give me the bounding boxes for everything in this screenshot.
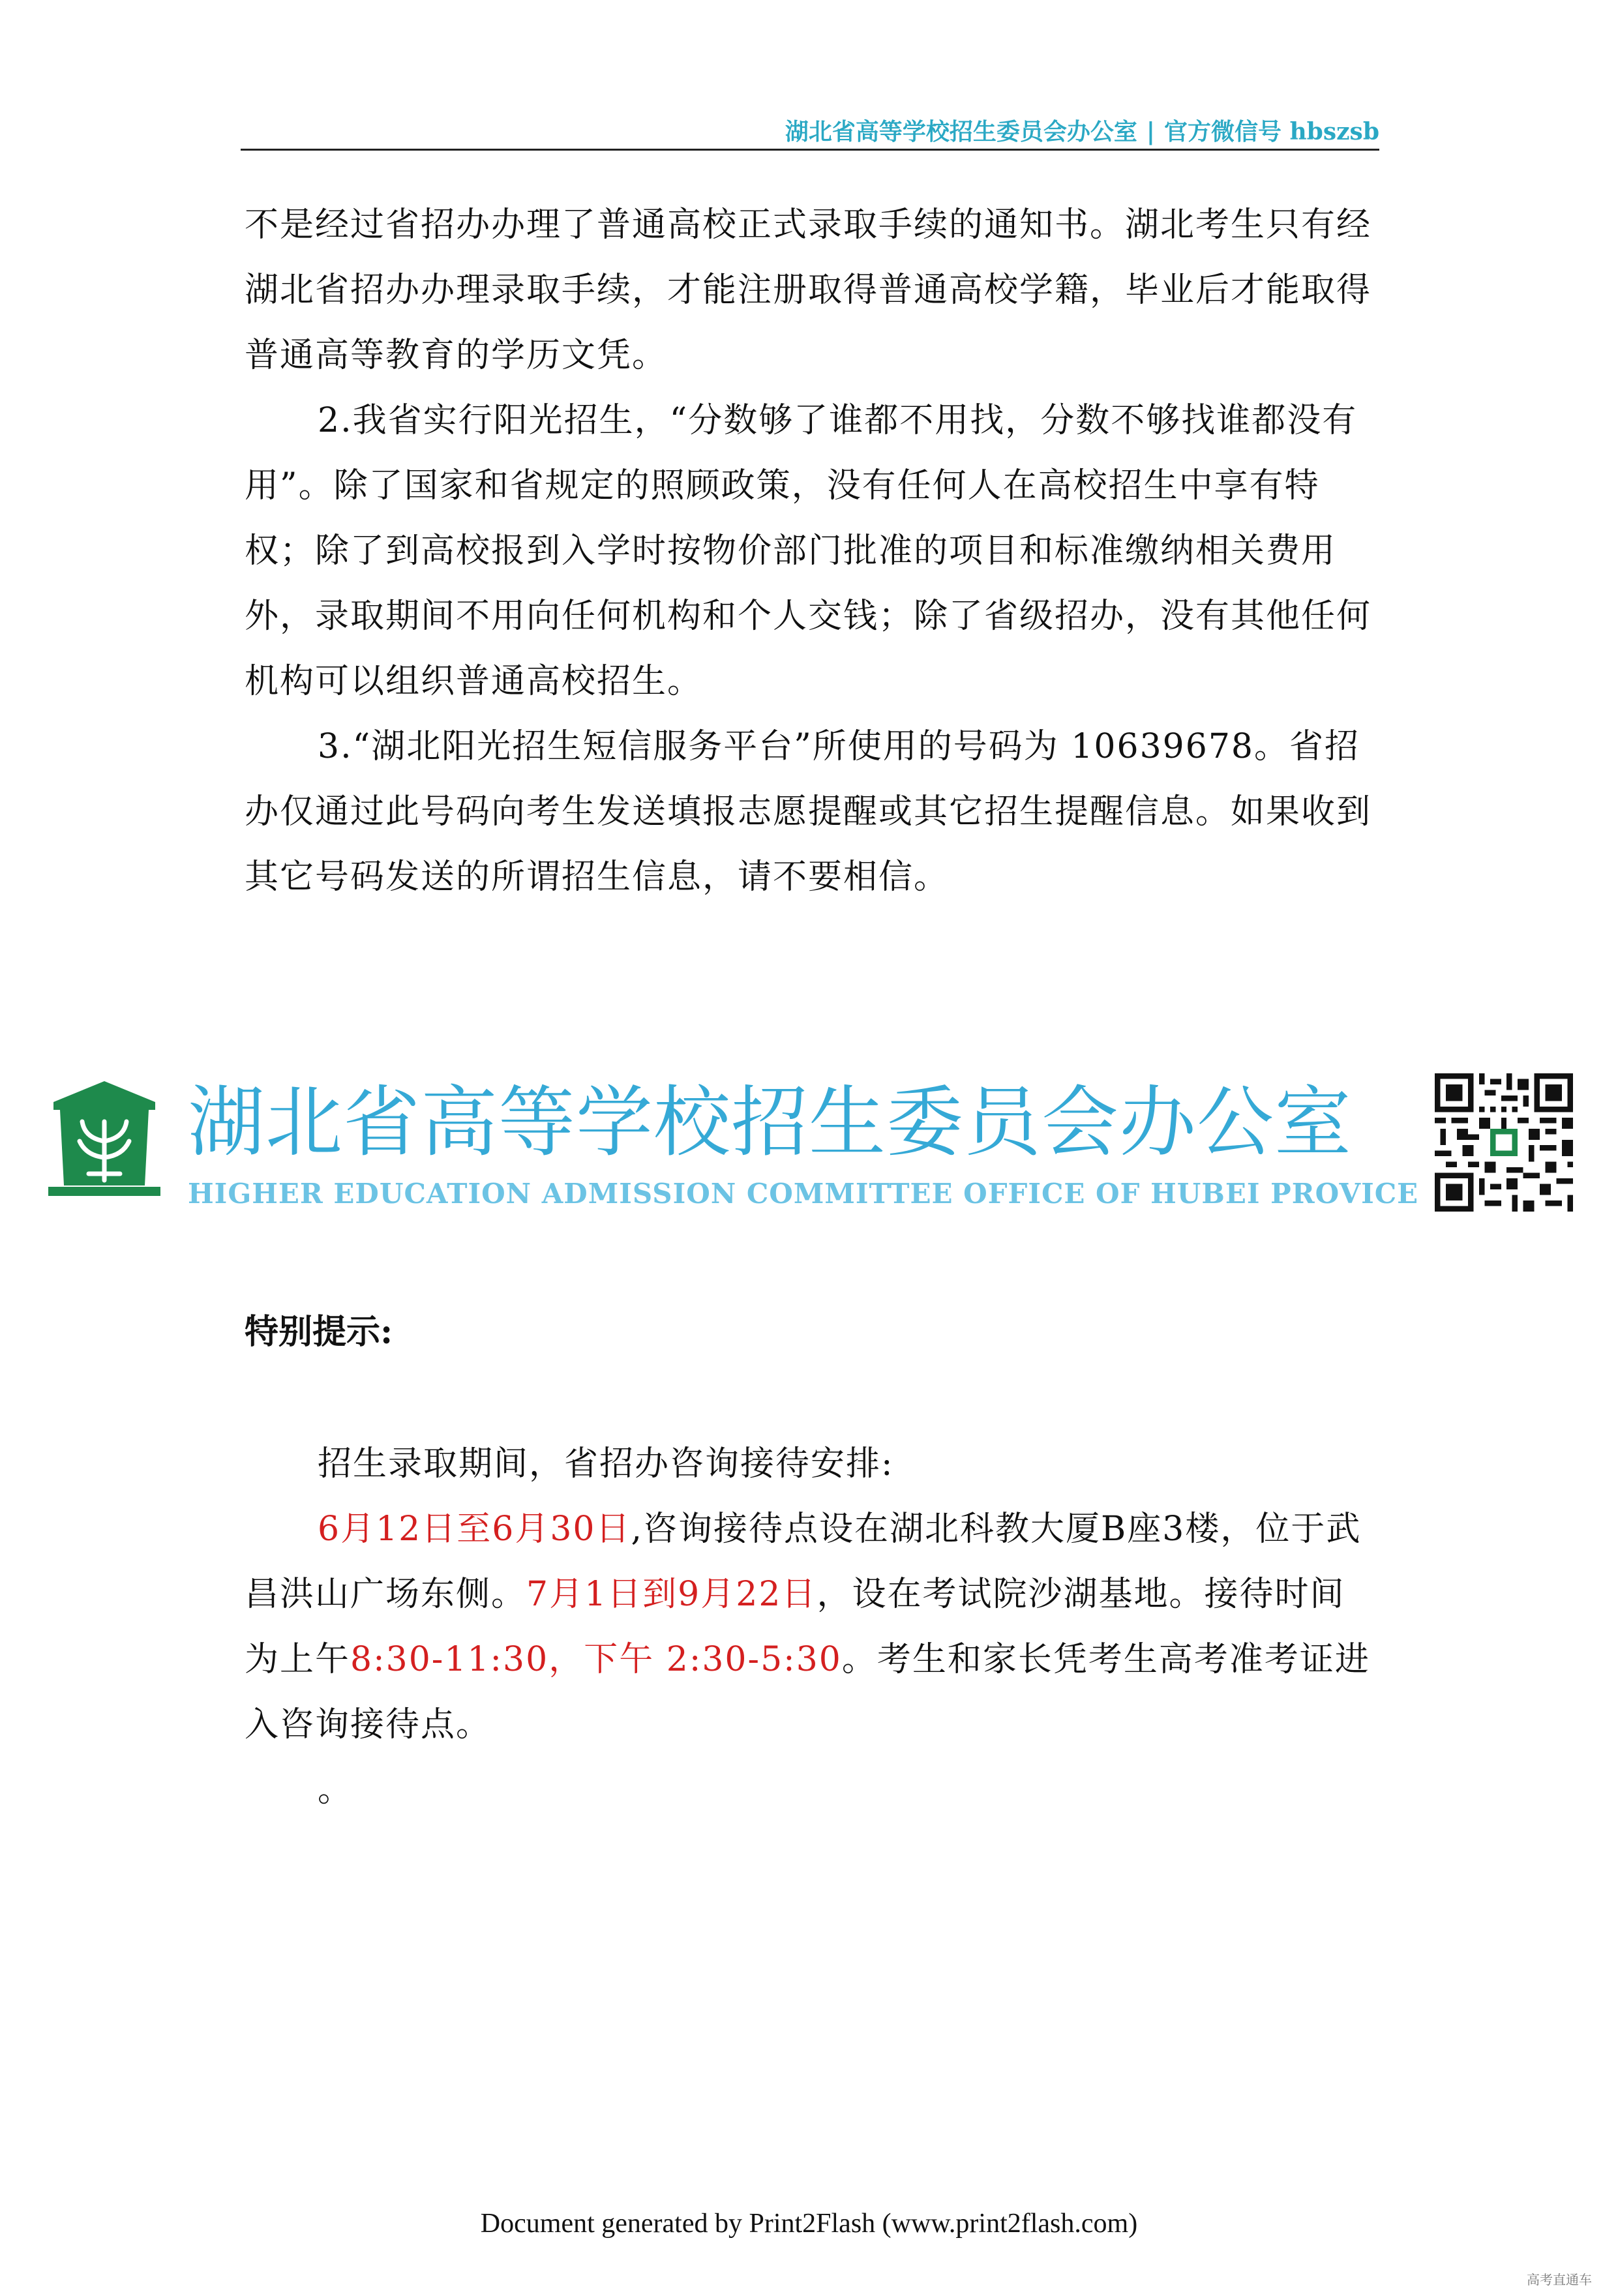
paragraph-item-3: 3.“湖北阳光招生短信服务平台”所使用的号码为 10639678。省招办仅通过此号码向考生发送填报志愿提醒或其它招生提醒信息。如果收到其它号码发送的所谓招生信息，请不要相信。 bbox=[245, 727, 1372, 897]
corner-watermark: 高考直通车 bbox=[1527, 2272, 1592, 2288]
office-banner bbox=[46, 1069, 1578, 1219]
notice-intro: 招生录取期间，省招办咨询接待安排: bbox=[318, 1444, 894, 1483]
notice-trailing-mark: 。 bbox=[318, 1770, 353, 1810]
reception-period-1: 6月12日至6月30日 bbox=[318, 1510, 631, 1549]
header-office-name: 湖北省高等学校招生委员会办公室 bbox=[785, 118, 1137, 145]
page-header bbox=[241, 112, 1379, 151]
special-notice-title: 特别提示: bbox=[245, 1312, 393, 1352]
reception-location-2: ，设在考试院沙湖基地。接待时间为上午 bbox=[245, 1575, 1345, 1679]
document-footer: Document generated by Print2Flash (www.print2flash.com) bbox=[480, 2209, 1138, 2239]
reception-hours: 8:30-11:30，下午 2:30-5:30 bbox=[350, 1640, 842, 1679]
reception-period-2: 7月1日到9月22日 bbox=[526, 1575, 817, 1614]
top-paragraphs bbox=[245, 192, 1373, 910]
paragraph-item-2: 2.我省实行阳光招生，“分数够了谁都不用找，分数不够找谁都没有用”。除了国家和省规定的照顾政策，没有任何人在高校招生中享有特权；除了到高校报到入学时按物价部门批准的项目和标准缴纳相关费用外，录取期间不用向任何机构和个人交钱；除了省级招办，没有其他任何机构可以组织普通高校招生。 bbox=[245, 401, 1372, 701]
header-wechat-id: 官方微信号 hbszsb bbox=[1163, 118, 1379, 145]
banner-title-cn: 湖北省高等学校招生委员会办公室 bbox=[188, 1077, 1353, 1167]
reception-location-1: ,咨询接待点设在湖北科教大厦B座3楼，位于武昌洪山广场东侧。 bbox=[245, 1510, 1362, 1614]
banner-title-en: HIGHER EDUCATION ADMISSION COMMITTEE OFFICE OF HUBEI PROVICE bbox=[188, 1178, 1419, 1210]
notice-details bbox=[245, 1497, 1373, 1757]
reception-requirement: 。考生和家长凭考生高考准考证进入咨询接待点。 bbox=[245, 1640, 1370, 1744]
header-divider bbox=[241, 149, 1379, 151]
header-separator: | bbox=[1146, 118, 1155, 145]
paragraph-continuation: 不是经过省招办办理了普通高校正式录取手续的通知书。湖北考生只有经湖北省招办办理录取手续，才能注册取得普通高校学籍，毕业后才能取得普通高等教育的学历文凭。 bbox=[245, 205, 1372, 375]
notice-section bbox=[245, 1431, 1373, 1823]
office-logo-icon bbox=[46, 1076, 163, 1197]
wechat-qr-code-icon bbox=[1435, 1073, 1573, 1212]
